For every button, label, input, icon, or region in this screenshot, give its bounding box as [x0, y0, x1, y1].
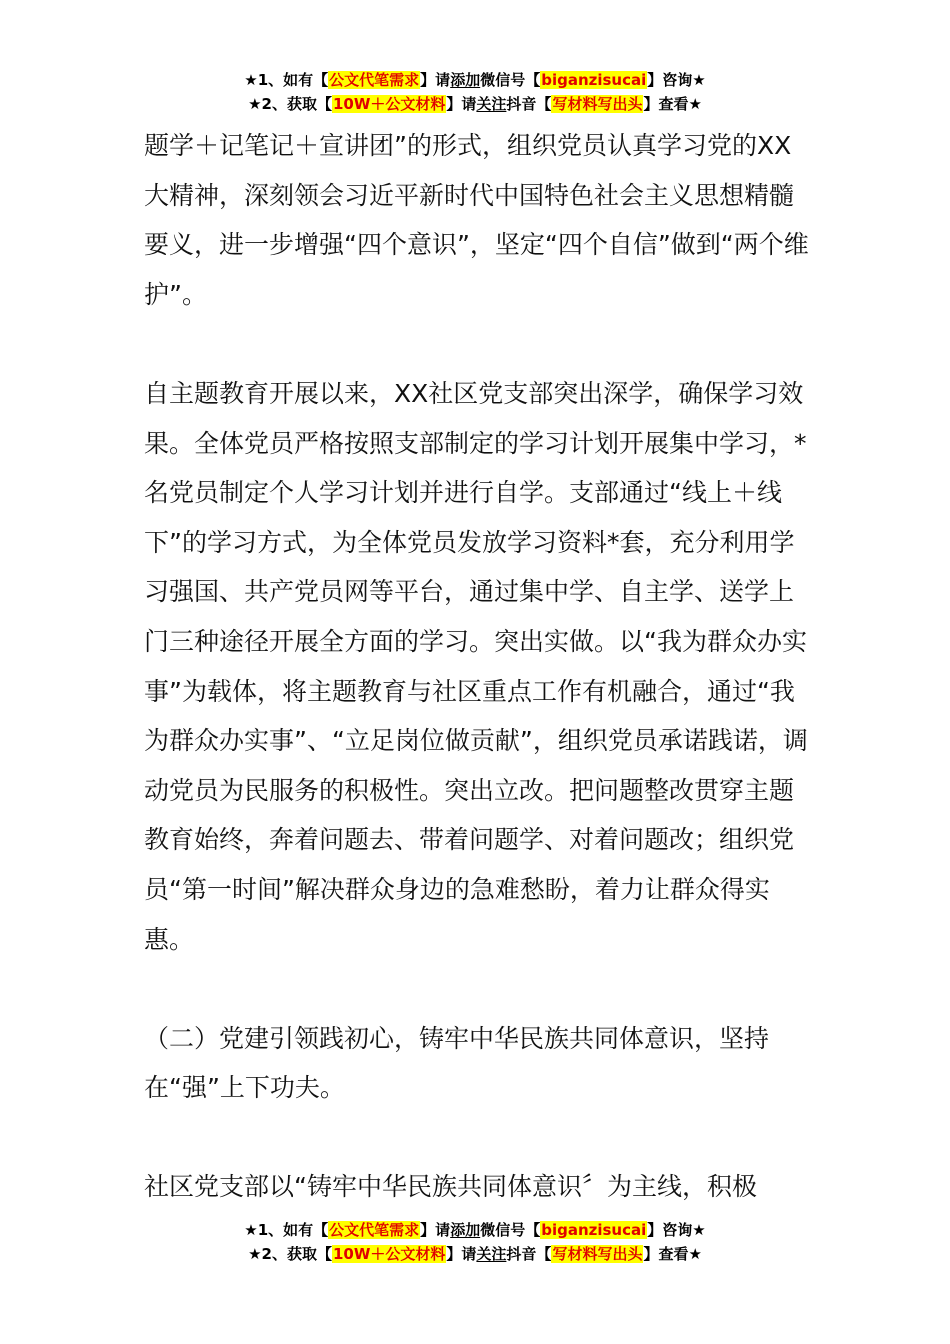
banner-text: 抖音【	[506, 95, 552, 113]
paragraph-1: 题学＋记笔记＋宣讲团”的形式，组织党员认真学习党的XX大精神，深刻领会习近平新时代中国特色社会主义思想精髓要义，进一步增强“四个意识”，坚定“四个自信”做到“两个维护”。	[144, 131, 809, 309]
section-heading-2: （二）党建引领践初心，铸牢中华民族共同体意识，坚持在“强”上下功夫。	[144, 1023, 770, 1103]
banner-text: 】请	[446, 95, 477, 113]
banner-text: ★1、如有【	[244, 1221, 329, 1239]
paragraph-spacer	[144, 1113, 814, 1163]
banner-emphasis: 添加	[450, 71, 481, 89]
banner-text: 】请	[420, 1221, 451, 1239]
banner-text: 抖音【	[506, 1245, 552, 1263]
banner-text: 微信号【	[480, 1221, 541, 1239]
banner-text: 微信号【	[480, 71, 541, 89]
banner-text: 】咨询★	[647, 1221, 706, 1239]
banner-emphasis: 关注	[476, 95, 507, 113]
banner-emphasis: 关注	[476, 1245, 507, 1263]
footer-banner	[0, 1218, 950, 1266]
banner-text: 】查看★	[643, 1245, 702, 1263]
banner-text: 】咨询★	[647, 71, 706, 89]
header-banner-line-2	[0, 92, 950, 116]
banner-text: ★1、如有【	[244, 71, 329, 89]
banner-highlight: 10W＋公文材料	[332, 95, 446, 113]
banner-text: 】请	[446, 1245, 477, 1263]
header-banner	[0, 68, 950, 116]
banner-highlight: 写材料写出头	[552, 95, 643, 113]
paragraph-spacer	[144, 964, 814, 1014]
paragraph-2: 自主题教育开展以来，XX社区党支部突出深学，确保学习效果。全体党员严格按照支部制定的学习计划开展集中学习，*名党员制定个人学习计划并进行自学。支部通过“线上＋线下”的学习方式，为全体党员发放学习资料*套，充分利用学习强国、共产党员网等平台，通过集中学、自主学、送学上门三种途径开展全方面的学习。突出实做。以“我为群众办实事”为载体，将主题教育与社区重点工作有机融合，通过“我为群众办实事”、“立足岗位做贡献”，组织党员承诺践诺，调动党员为民服务的积极性。突出立改。把问题整改贯穿主题教育始终，奔着问题去、带着问题学、对着问题改；组织党员“第一时间”解决群众身边的急难愁盼，着力让群众得实惠。	[144, 378, 808, 954]
footer-banner-line-1	[0, 1218, 950, 1242]
banner-highlight: 公文代笔需求	[329, 1221, 420, 1239]
paragraph-spacer	[144, 319, 814, 369]
banner-highlight: 写材料写出头	[552, 1245, 643, 1263]
banner-highlight: 10W＋公文材料	[332, 1245, 446, 1263]
banner-highlight: 公文代笔需求	[329, 71, 420, 89]
header-banner-line-1	[0, 68, 950, 92]
document-body	[144, 121, 814, 1212]
banner-emphasis: 添加	[450, 1221, 481, 1239]
banner-highlight: biganzisucai	[541, 1221, 647, 1239]
paragraph-4: 社区党支部以“铸牢中华民族共同体意识〞为主线，积极	[144, 1172, 757, 1202]
footer-banner-line-2	[0, 1242, 950, 1266]
banner-text: 】请	[420, 71, 451, 89]
banner-text: ★2、获取【	[248, 95, 332, 113]
banner-highlight: biganzisucai	[541, 71, 647, 89]
banner-text: 】查看★	[643, 95, 702, 113]
banner-text: ★2、获取【	[248, 1245, 332, 1263]
